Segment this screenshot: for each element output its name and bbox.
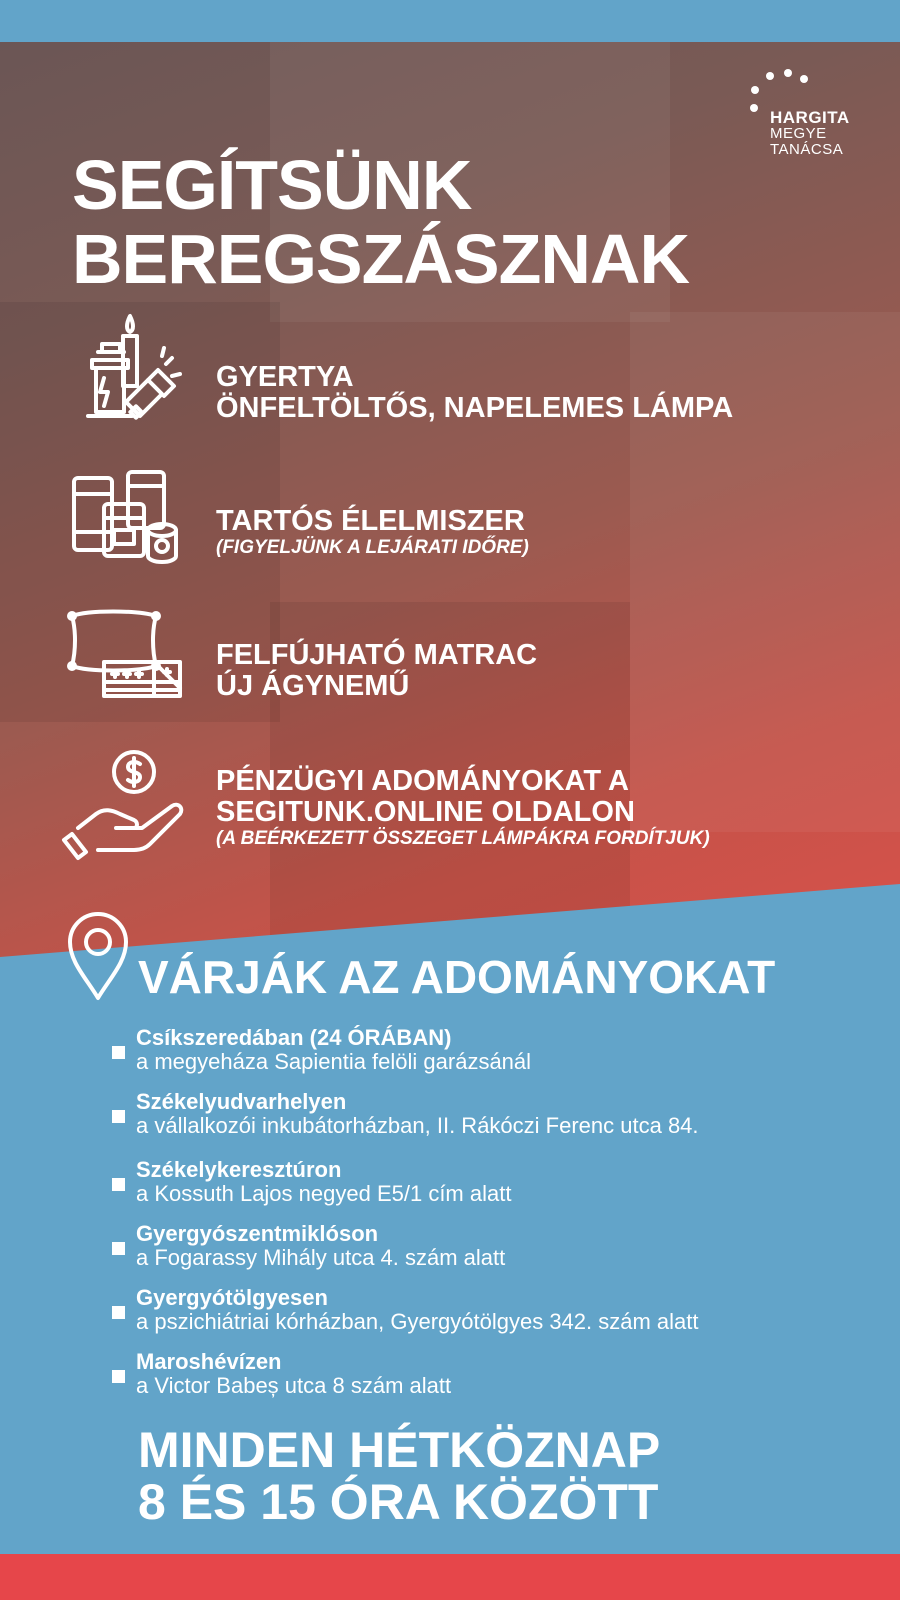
bottom-color-band — [0, 1554, 900, 1600]
logo-line-3: TANÁCSA — [770, 141, 844, 158]
item-label-lamp: ÖNFELTÖLTŐS, NAPELEMES LÁMPA — [216, 392, 734, 424]
location-item — [112, 1026, 892, 1074]
location-item — [112, 1222, 892, 1270]
location-item — [112, 1158, 892, 1206]
candle-lantern-flashlight-icon — [68, 312, 188, 432]
location-item — [112, 1350, 892, 1398]
title-line-2: BEREGSZÁSZNAK — [72, 220, 690, 298]
bullet-icon — [112, 1306, 125, 1319]
item-label-financial: PÉNZÜGYI ADOMÁNYOKAT A — [216, 765, 629, 797]
location-item — [112, 1090, 892, 1138]
coin-hand-icon — [68, 748, 188, 868]
location-name: Székelykeresztúron — [136, 1157, 342, 1182]
location-address: a Fogarassy Mihály utca 4. szám alatt — [136, 1245, 506, 1270]
pillow-mattress-icon — [68, 610, 188, 730]
bullet-icon — [112, 1370, 125, 1383]
item-label-website: SEGITUNK.ONLINE OLDALON — [216, 796, 635, 828]
location-address: a Victor Babeș utca 8 szám alatt — [136, 1373, 452, 1398]
location-address: a megyeháza Sapientia felöli garázsánál — [136, 1049, 532, 1074]
location-address: a vállalkozói inkubátorházban, II. Rákóczi Ferenc utca 84. — [136, 1113, 699, 1138]
section-title: VÁRJÁK AZ ADOMÁNYOKAT — [138, 951, 776, 1003]
item-note-lamps: (A BEÉRKEZETT ÖSSZEGET LÁMPÁKRA FORDÍTJUK) — [216, 828, 710, 849]
item-label-mattress: FELFÚJHATÓ MATRAC — [216, 639, 538, 671]
bullet-icon — [112, 1110, 125, 1123]
location-item — [112, 1286, 892, 1334]
location-name: Maroshévízen — [136, 1349, 282, 1374]
item-label-candle: GYERTYA — [216, 361, 354, 393]
bullet-icon — [112, 1242, 125, 1255]
page-title — [72, 148, 689, 296]
location-address: a Kossuth Lajos negyed E5/1 cím alatt — [136, 1181, 512, 1206]
item-label-food: TARTÓS ÉLELMISZER — [216, 505, 525, 537]
location-pin-icon — [66, 912, 130, 1002]
bullet-icon — [112, 1178, 125, 1191]
location-name: Gyergyószentmiklóson — [136, 1221, 379, 1246]
hours-line-1: MINDEN HÉTKÖZNAP — [138, 1422, 661, 1478]
opening-hours — [138, 1424, 660, 1528]
item-label-bedding: ÚJ ÁGYNEMŰ — [216, 670, 410, 702]
title-line-1: SEGÍTSÜNK — [72, 146, 472, 224]
top-color-band — [0, 0, 900, 42]
logo-line-1: HARGITA — [770, 108, 850, 127]
canned-food-icon — [68, 468, 188, 588]
hours-line-2: 8 ÉS 15 ÓRA KÖZÖTT — [138, 1474, 659, 1530]
location-address: a pszichiátriai kórházban, Gyergyótölgyes 342. szám alatt — [136, 1309, 699, 1334]
location-name: Székelyudvarhelyen — [136, 1089, 347, 1114]
bullet-icon — [112, 1046, 125, 1059]
item-note-food: (FIGYELJÜNK A LEJÁRATI IDŐRE) — [216, 537, 529, 558]
location-name: Gyergyótölgyesen — [136, 1285, 328, 1310]
location-name: Csíkszeredában (24 ÓRÁBAN) — [136, 1025, 452, 1050]
logo-line-2: MEGYE — [770, 125, 827, 142]
hargita-logo — [748, 68, 858, 168]
